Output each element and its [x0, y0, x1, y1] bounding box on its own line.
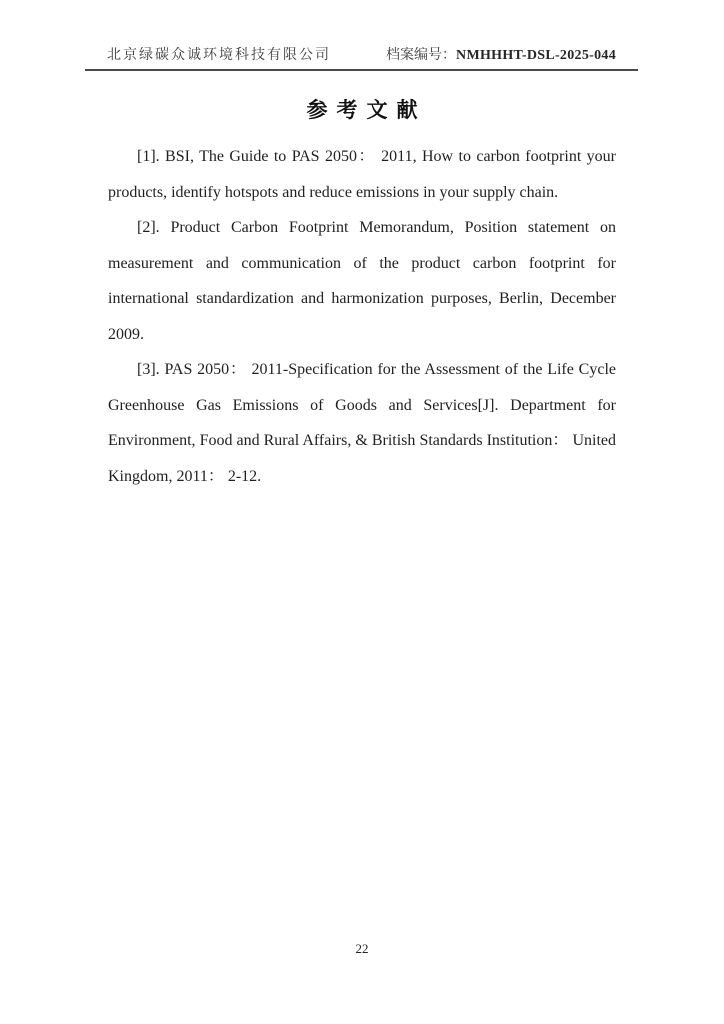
- company-name: 北京绿碳众诚环境科技有限公司: [107, 48, 331, 63]
- page-footer: [0, 941, 724, 957]
- reference-item-1: [1]. BSI, The Guide to PAS 2050： 2011, How to carbon footprint your products, identify hotspots and reduce emissions in your supply chain.: [108, 148, 616, 201]
- archive-number: [386, 44, 616, 64]
- page-number: 22: [355, 941, 369, 956]
- page-title: 参考文献: [306, 98, 427, 122]
- reference-item-3: [3]. PAS 2050： 2011-Specification for the Assessment of the Life Cycle Greenhouse Gas Emissions of Goods and Services[J]. Department for Environment, Food and Rural Affairs, & British Standards Institution： United Kingdom, 2011： 2-12.: [108, 361, 616, 485]
- archive-code: NMHHHT-DSL-2025-044: [456, 48, 616, 63]
- archive-label: 档案编号：: [386, 48, 457, 63]
- header-row: [85, 44, 638, 64]
- header-divider: [85, 69, 638, 71]
- references-list: [108, 139, 616, 494]
- page-header: [85, 44, 638, 71]
- reference-item-2: [2]. Product Carbon Footprint Memorandum, Position statement on measurement and communication of the product carbon footprint for international standardization and harmonization purposes, Berlin, December 2009.: [108, 219, 616, 343]
